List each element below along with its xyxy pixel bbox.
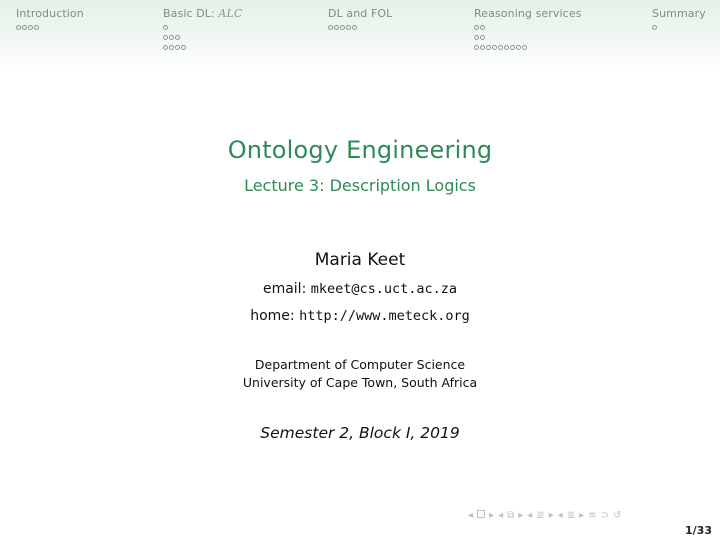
subsection-dots	[163, 23, 242, 32]
nav-section-introduction[interactable]	[16, 7, 84, 32]
subsection-dots	[474, 23, 582, 32]
email-label: email:	[262, 281, 311, 297]
slide-dot[interactable]	[22, 25, 27, 30]
section-navigation-bar	[0, 0, 720, 70]
subsection-dots	[163, 33, 242, 42]
slide-dot[interactable]	[480, 45, 485, 50]
home-label: home:	[250, 308, 300, 324]
slide-dot[interactable]	[510, 45, 515, 50]
prev-subsection-icon[interactable]: ◂	[498, 510, 504, 521]
next-section-icon[interactable]: ▸	[548, 510, 554, 521]
slide-dot[interactable]	[34, 25, 39, 30]
author-name: Maria Keet	[314, 250, 406, 270]
email-address[interactable]: mkeet@cs.uct.ac.za	[310, 281, 458, 297]
page-number: 1/33	[685, 524, 712, 537]
slide-dot[interactable]	[516, 45, 521, 50]
university-name: University of Cape Town, South Africa	[242, 375, 478, 390]
prev-slide-icon[interactable]: ◂	[468, 510, 474, 521]
document-icon[interactable]: ≣	[566, 510, 576, 521]
subsection-dots	[163, 43, 242, 52]
slide-dot[interactable]	[480, 25, 485, 30]
slide-dot[interactable]	[340, 25, 345, 30]
slide-dot[interactable]	[474, 35, 479, 40]
slide-dot[interactable]	[175, 35, 180, 40]
subsection-dots	[474, 43, 582, 52]
slide-dot[interactable]	[16, 25, 21, 30]
slide-dot[interactable]	[175, 45, 180, 50]
slide-dot[interactable]	[652, 25, 657, 30]
nav-section-summary[interactable]	[652, 7, 706, 32]
slide-dot[interactable]	[486, 45, 491, 50]
search-icon[interactable]: ⊃	[600, 510, 609, 521]
nav-section-label[interactable]: Basic DL: ALC	[163, 7, 243, 20]
slide-dot[interactable]	[480, 35, 485, 40]
slide-dot[interactable]	[522, 45, 527, 50]
subsection-frames-icon[interactable]: ⧉	[507, 510, 515, 521]
slide-dot[interactable]	[498, 45, 503, 50]
slide-dot[interactable]	[474, 45, 479, 50]
nav-section-dl-and-fol[interactable]	[328, 7, 392, 32]
slide-dot[interactable]	[352, 25, 357, 30]
slide-dot[interactable]	[163, 25, 168, 30]
presentation-title: Ontology Engineering	[227, 136, 493, 164]
slide-dot[interactable]	[163, 35, 168, 40]
homepage-url[interactable]: http://www.meteck.org	[299, 308, 470, 324]
nav-section-basic-dl[interactable]	[163, 7, 242, 52]
align-icon[interactable]: ≡	[588, 510, 597, 521]
slide-dot[interactable]	[328, 25, 333, 30]
slide-dot[interactable]	[169, 45, 174, 50]
slide-dot[interactable]	[504, 45, 509, 50]
back-forward-icon[interactable]: ↺	[612, 510, 622, 521]
slide-dot[interactable]	[346, 25, 351, 30]
next-subsection-icon[interactable]: ▸	[518, 510, 524, 521]
nav-section-label[interactable]: Introduction	[16, 7, 84, 20]
institution	[0, 356, 720, 392]
department-name: Department of Computer Science	[254, 357, 466, 372]
nav-section-reasoning-services[interactable]	[474, 7, 582, 52]
slide-dot[interactable]	[492, 45, 497, 50]
slide-dot[interactable]	[28, 25, 33, 30]
nav-section-label[interactable]: Summary	[652, 7, 706, 20]
slide-frame-icon[interactable]	[477, 509, 485, 523]
slide-dot[interactable]	[334, 25, 339, 30]
next-slide-icon[interactable]: ▸	[489, 510, 495, 521]
section-list-icon[interactable]: ≣	[536, 510, 545, 521]
author-homepage	[0, 308, 720, 324]
prev-document-icon[interactable]: ◂	[557, 510, 563, 521]
subsection-dots	[652, 23, 706, 32]
presentation-date: Semester 2, Block I, 2019	[260, 424, 460, 442]
slide-dot[interactable]	[474, 25, 479, 30]
presentation-subtitle: Lecture 3: Description Logics	[244, 176, 476, 195]
subsection-dots	[16, 23, 84, 32]
alc-math-label: ALC	[218, 7, 243, 20]
author-email	[0, 281, 720, 297]
subsection-dots	[328, 23, 392, 32]
slide-dot[interactable]	[163, 45, 168, 50]
slide-dot[interactable]	[181, 45, 186, 50]
prev-section-icon[interactable]: ◂	[527, 510, 533, 521]
next-document-icon[interactable]: ▸	[579, 510, 585, 521]
nav-section-label[interactable]: DL and FOL	[328, 7, 393, 20]
beamer-navigation-controls	[468, 509, 625, 523]
slide-dot[interactable]	[169, 35, 174, 40]
nav-section-label[interactable]: Reasoning services	[474, 7, 582, 20]
subsection-dots	[474, 33, 582, 42]
